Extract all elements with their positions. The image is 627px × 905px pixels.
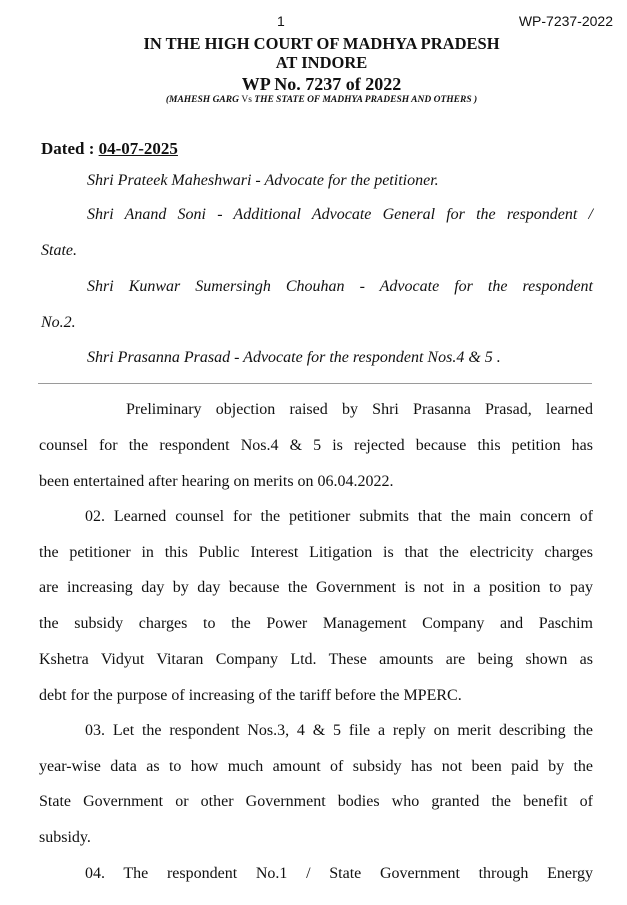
appearance-respondent2-line1: Shri Kunwar Sumersingh Chouhan - Advocate for the respondent (87, 278, 593, 295)
paragraph-3-line: subsidy. (39, 829, 91, 846)
dated-value: 04-07-2025 (98, 139, 178, 158)
case-reference: WP-7237-2022 (518, 13, 613, 29)
petitioner-name: (MAHESH GARG (165, 95, 239, 105)
court-name: IN THE HIGH COURT OF MADHYA PRADESH (143, 34, 500, 53)
order-date (41, 139, 178, 159)
appearance-respondent2-line2: No.2. (41, 314, 76, 331)
page-number: 1 (277, 13, 285, 29)
paragraph-1-line: Preliminary objection raised by Shri Prasanna Prasad, learned (126, 401, 593, 418)
paragraph-2-line: 02. Learned counsel for the petitioner submits that the main concern of (85, 508, 593, 525)
paragraph-2-line: the petitioner in this Public Interest Litigation is that the electricity charges (39, 544, 593, 561)
court-bench: AT INDORE (275, 53, 368, 72)
paragraph-2-line: Kshetra Vidyut Vitaran Company Ltd. These amounts are being shown as (39, 651, 593, 668)
paragraph-3-line: State Government or other Government bodies who granted the benefit of (39, 793, 593, 810)
paragraph-2-line: the subsidy charges to the Power Management Company and Paschim (39, 615, 593, 632)
appearance-respondent4-5: Shri Prasanna Prasad - Advocate for the respondent Nos.4 & 5 . (87, 349, 501, 366)
paragraph-3-line: 03. Let the respondent Nos.3, 4 & 5 file a reply on merit describing the (85, 722, 593, 739)
paragraph-1-line: been entertained after hearing on merits on 06.04.2022. (39, 473, 394, 490)
paragraph-4-line: 04. The respondent No.1 / State Government through Energy (85, 865, 593, 882)
paragraph-2-line: are increasing day by day because the Government is not in a position to pay (39, 579, 593, 596)
appearance-petitioner: Shri Prateek Maheshwari - Advocate for the petitioner. (87, 172, 439, 189)
case-title: WP No. 7237 of 2022 (241, 74, 402, 94)
appearance-state-line1: Shri Anand Soni - Additional Advocate General for the respondent / (87, 206, 593, 223)
paragraph-1-line: counsel for the respondent Nos.4 & 5 is rejected because this petition has (39, 437, 593, 454)
appearance-state-line2: State. (41, 242, 77, 259)
paragraph-3-line: year-wise data as to how much amount of subsidy has not been paid by the (39, 758, 593, 775)
case-parties (8, 95, 627, 105)
dated-label: Dated : (41, 139, 95, 158)
respondent-name: THE STATE OF MADHYA PRADESH AND OTHERS ) (254, 95, 478, 105)
versus-label: Vs (241, 95, 252, 105)
divider (38, 383, 592, 384)
paragraph-2-line: debt for the purpose of increasing of the tariff before the MPERC. (39, 687, 462, 704)
